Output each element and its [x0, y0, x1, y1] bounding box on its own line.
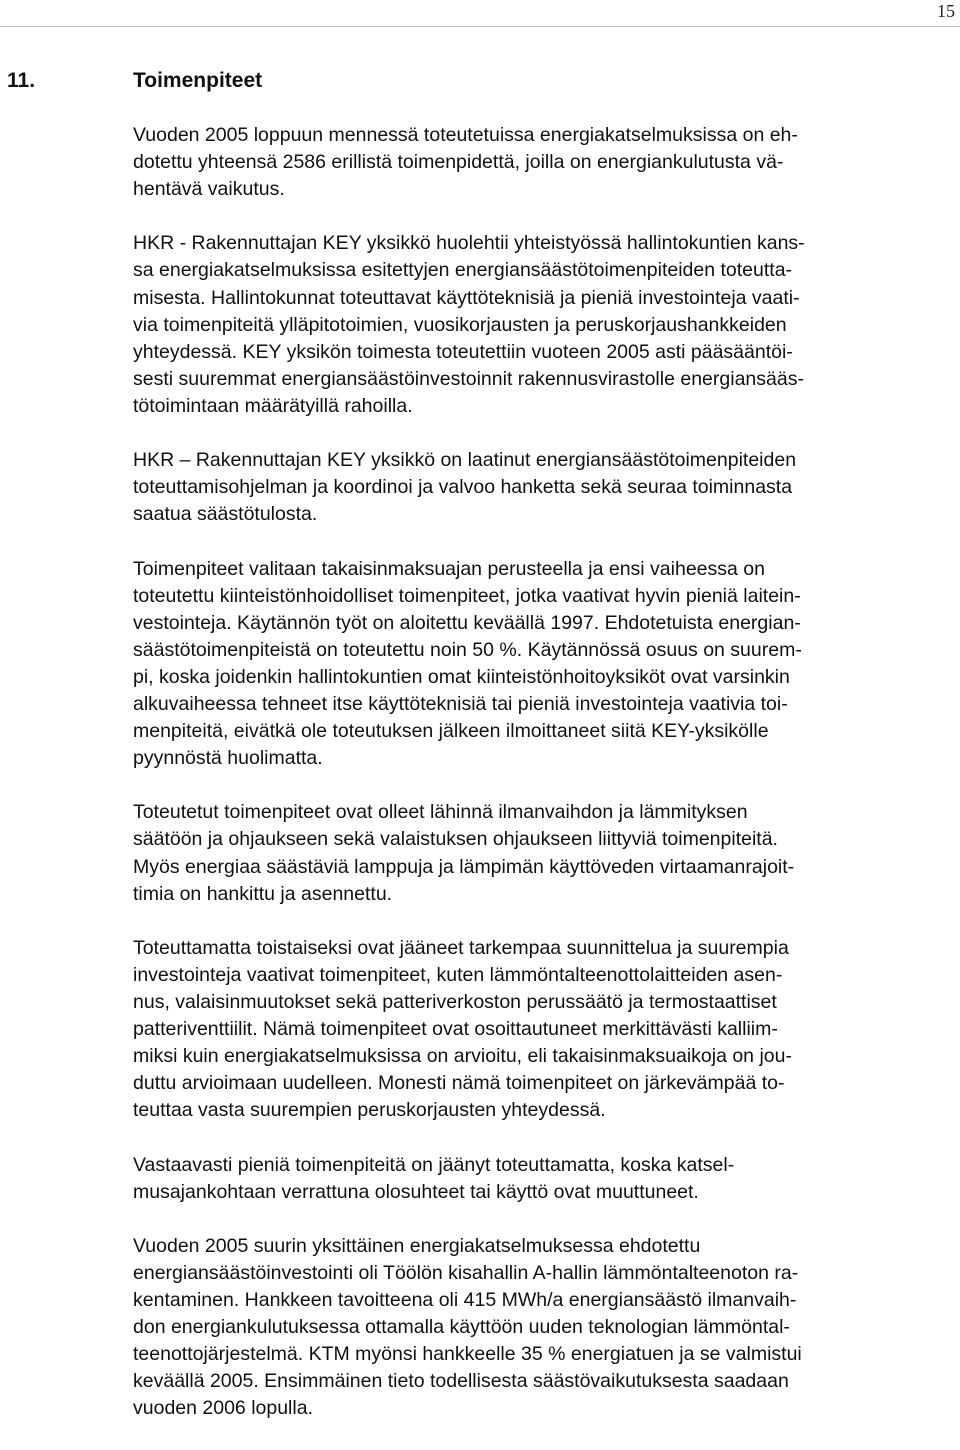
header-rule [0, 26, 960, 27]
text-line: toteutettu kiinteistönhoidolliset toimenpiteet, jotka vaativat hyvin pieniä laitein- [133, 584, 801, 607]
text-line: teenottojärjestelmä. KTM myönsi hankkeelle 35 % energiatuen ja se valmistui [133, 1343, 802, 1366]
text-line: Toteutetut toimenpiteet ovat olleet lähinnä ilmanvaihdon ja lämmityksen [133, 801, 748, 824]
text-line: sesti suuremmat energiansäästöinvestoinnit rakennusvirastolle energiansääs- [133, 367, 804, 390]
text-line: energiansäästöinvestointi oli Töölön kisahallin A-hallin lämmöntalteenoton ra- [133, 1261, 799, 1284]
text-line: keväällä 2005. Ensimmäinen tieto todellisesta säästövaikutuksesta saadaan [133, 1370, 789, 1393]
paragraph [133, 447, 948, 528]
text-line: yhteydessä. KEY yksikön toimesta toteutettiin vuoteen 2005 asti pääsääntöi- [133, 340, 793, 363]
text-line: Toimenpiteet valitaan takaisinmaksuajan perusteella ja ensi vaiheessa on [133, 557, 765, 580]
text-line: HKR – Rakennuttajan KEY yksikkö on laatinut energiansäästötoimenpiteiden [133, 449, 797, 472]
text-line: dotettu yhteensä 2586 erillistä toimenpidettä, joilla on energiankulutusta vä- [133, 151, 784, 174]
text-line: säästötoimenpiteistä on toteutettu noin 50 %. Käytännössä osuus on suurem- [133, 638, 802, 661]
text-line: misesta. Hallintokunnat toteuttavat käyttöteknisiä ja pieniä investointeja vaati- [133, 286, 800, 309]
text-line: HKR - Rakennuttajan KEY yksikkö huolehtii yhteistyössä hallintokuntien kans- [133, 232, 805, 255]
text-line: via toimenpiteitä ylläpitotoimien, vuosikorjausten ja peruskorjaushankkeiden [133, 313, 787, 336]
text-line: Vuoden 2005 suurin yksittäinen energiakatselmuksessa ehdotettu [133, 1234, 701, 1257]
text-line: pyynnöstä huolimatta. [133, 747, 323, 770]
text-line: teuttaa vasta suurempien peruskorjausten yhteydessä. [133, 1099, 606, 1122]
paragraph [133, 1152, 948, 1206]
paragraph [133, 1233, 948, 1423]
text-line: toteuttamisohjelman ja koordinoi ja valvoo hanketta sekä seuraa toiminnasta [133, 476, 793, 499]
text-line: investointeja vaativat toimenpiteet, kuten lämmöntalteenottolaitteiden asen- [133, 963, 783, 986]
text-line: säätöön ja ohjaukseen sekä valaistuksen ohjaukseen liittyviä toimenpiteitä. [133, 828, 778, 851]
text-line: Myös energiaa säästäviä lamppuja ja lämpimän käyttöveden virtaamanrajoit- [133, 855, 795, 878]
text-line: duttu arvioimaan uudelleen. Monesti nämä toimenpiteet on järkevämpää to- [133, 1072, 785, 1095]
text-line: sa energiakatselmuksissa esitettyjen energiansäästötoimenpiteiden toteutta- [133, 259, 793, 282]
text-line: pi, koska joidenkin hallintokuntien omat kiinteistönhoitoyksiköt ovat varsinkin [133, 665, 790, 688]
text-line: tötoimintaan määrätyillä rahoilla. [133, 394, 413, 417]
text-line: Toteuttamatta toistaiseksi ovat jääneet tarkempaa suunnittelua ja suurempia [133, 936, 789, 959]
text-line: timia on hankittu ja asennettu. [133, 882, 393, 905]
paragraph [133, 935, 948, 1125]
paragraph [133, 556, 948, 773]
text-line: nus, valaisinmuutokset sekä patteriverkoston perussäätö ja termostaattiset [133, 991, 777, 1013]
text-line: miksi kuin energiakatselmuksissa on arvioitu, eli takaisinmaksuaikoja on jou- [133, 1045, 792, 1068]
text-line: saatua säästötulosta. [133, 503, 318, 526]
text-line: Vuoden 2005 loppuun mennessä toteutetuissa energiakatselmuksissa on eh- [133, 124, 798, 146]
document-body [133, 122, 948, 1450]
text-line: kentaminen. Hankkeen tavoitteena oli 415 MWh/a energiansäästö ilmanvaih- [133, 1289, 797, 1312]
text-line: patteriventtiilit. Nämä toimenpiteet ovat osoittautuneet merkittävästi kalliim- [133, 1018, 778, 1041]
section-number: 11. [7, 69, 36, 92]
text-line: Vastaavasti pieniä toimenpiteitä on jäänyt toteuttamatta, koska katsel- [133, 1153, 735, 1176]
section-title: Toimenpiteet [133, 69, 263, 92]
text-line: hentävä vaikutus. [133, 178, 285, 201]
paragraph [133, 799, 948, 907]
paragraph [133, 122, 948, 203]
text-line: vuoden 2006 lopulla. [133, 1397, 313, 1420]
text-line: alkuvaiheessa tehneet itse käyttöteknisiä tai pieniä investointeja vaativia toi- [133, 692, 788, 715]
paragraph [133, 230, 948, 420]
text-line: don energiankulutuksessa ottamalla käyttöön uuden teknologian lämmöntal- [133, 1316, 790, 1339]
text-line: musajankohtaan verrattuna olosuhteet tai käyttö ovat muuttuneet. [133, 1180, 699, 1203]
page-number: 15 [937, 1, 955, 21]
text-line: menpiteitä, eivätkä ole toteutuksen jälkeen ilmoittaneet siitä KEY-yksikölle [133, 720, 769, 743]
text-line: vestointeja. Käytännön työt on aloitettu keväällä 1997. Ehdotetuista energian- [133, 611, 801, 634]
